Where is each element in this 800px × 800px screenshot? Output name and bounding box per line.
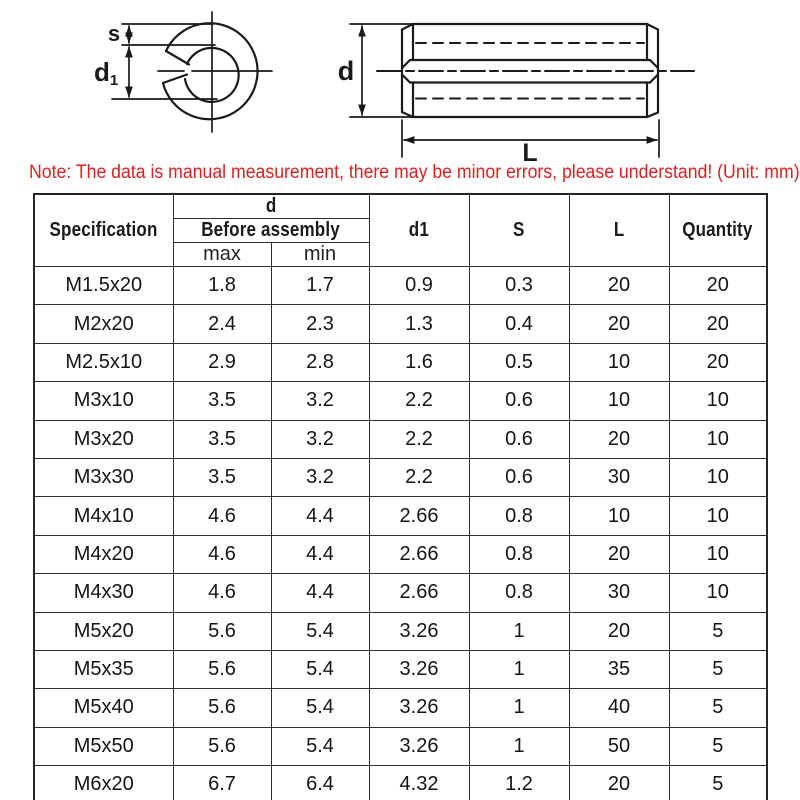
l-cell: 50 [569, 727, 669, 765]
l-cell: 10 [569, 343, 669, 381]
spec-cell: M5x35 [34, 650, 173, 688]
quantity-cell: 5 [669, 650, 767, 688]
d-max-cell: 5.6 [173, 650, 271, 688]
d1-cell: 2.66 [369, 497, 469, 535]
quantity-cell: 10 [669, 574, 767, 612]
d1-cell: 3.26 [369, 650, 469, 688]
spec-cell: M3x10 [34, 382, 173, 420]
table-header [34, 194, 767, 267]
s-dimension-label: s [107, 21, 121, 46]
d-max-cell: 3.5 [173, 458, 271, 496]
d-min-cell: 5.4 [271, 650, 369, 688]
d1-cell: 2.2 [369, 382, 469, 420]
d-max-cell: 5.6 [173, 689, 271, 727]
table-row [34, 382, 767, 420]
l-cell: 30 [569, 458, 669, 496]
table-row [34, 343, 767, 381]
cross-section-diagram [94, 12, 272, 132]
slot-upper-edge [166, 51, 189, 65]
d-min-cell: 3.2 [271, 420, 369, 458]
l-cell: 40 [569, 689, 669, 727]
table-row [34, 458, 767, 496]
s-cell: 0.5 [469, 343, 569, 381]
col-header-s: S [469, 194, 569, 267]
table-row [34, 420, 767, 458]
d-min-cell: 4.4 [271, 497, 369, 535]
d-max-cell: 5.6 [173, 612, 271, 650]
d1-cell: 2.66 [369, 574, 469, 612]
spec-cell: M5x40 [34, 689, 173, 727]
s-cell: 1 [469, 689, 569, 727]
quantity-cell: 10 [669, 458, 767, 496]
spec-table-body [34, 267, 767, 800]
d-min-cell: 2.8 [271, 343, 369, 381]
s-cell: 0.6 [469, 420, 569, 458]
slot-lower-edge [163, 75, 187, 84]
d1-cell: 0.9 [369, 267, 469, 305]
l-cell: 20 [569, 535, 669, 573]
l-cell: 30 [569, 574, 669, 612]
col-header-l: L [569, 194, 669, 267]
quantity-cell: 10 [669, 535, 767, 573]
l-cell: 10 [569, 382, 669, 420]
d1-cell: 1.3 [369, 305, 469, 343]
d-max-cell: 5.6 [173, 727, 271, 765]
d1-dimension-label: d1 [94, 57, 119, 89]
quantity-cell: 10 [669, 497, 767, 535]
quantity-cell: 10 [669, 382, 767, 420]
quantity-cell: 5 [669, 727, 767, 765]
col-header-max: max [173, 243, 271, 267]
technical-drawing [0, 0, 800, 168]
s-cell: 0.8 [469, 574, 569, 612]
table-row [34, 650, 767, 688]
col-header-d-group: d [173, 194, 369, 219]
quantity-cell: 10 [669, 420, 767, 458]
d1-cell: 1.6 [369, 343, 469, 381]
spec-cell: M3x20 [34, 420, 173, 458]
s-cell: 0.8 [469, 497, 569, 535]
d-max-cell: 4.6 [173, 574, 271, 612]
side-view-diagram [338, 24, 694, 167]
table-row [34, 535, 767, 573]
l-cell: 20 [569, 420, 669, 458]
d-min-cell: 1.7 [271, 267, 369, 305]
col-header-before-assembly: Before assembly [173, 219, 369, 243]
spec-cell: M2x20 [34, 305, 173, 343]
s-cell: 1 [469, 612, 569, 650]
s-extension-lines [122, 24, 215, 45]
col-header-d1: d1 [369, 194, 469, 267]
d-max-cell: 4.6 [173, 535, 271, 573]
d1-cell: 2.66 [369, 535, 469, 573]
quantity-cell: 5 [669, 689, 767, 727]
d1-cell: 2.2 [369, 458, 469, 496]
d-min-cell: 4.4 [271, 574, 369, 612]
d-min-cell: 5.4 [271, 612, 369, 650]
l-cell: 10 [569, 497, 669, 535]
d-min-cell: 5.4 [271, 689, 369, 727]
d-max-cell: 2.9 [173, 343, 271, 381]
spec-cell: M2.5x10 [34, 343, 173, 381]
s-cell: 0.4 [469, 305, 569, 343]
s-cell: 0.8 [469, 535, 569, 573]
d-max-cell: 1.8 [173, 267, 271, 305]
col-header-quantity: Quantity [669, 194, 767, 267]
d-max-cell: 3.5 [173, 382, 271, 420]
table-row [34, 766, 767, 800]
table-row [34, 497, 767, 535]
d-max-cell: 2.4 [173, 305, 271, 343]
quantity-cell: 20 [669, 343, 767, 381]
d-max-cell: 3.5 [173, 420, 271, 458]
d1-cell: 2.2 [369, 420, 469, 458]
table-row [34, 689, 767, 727]
s-cell: 1 [469, 727, 569, 765]
table-row [34, 267, 767, 305]
quantity-cell: 20 [669, 267, 767, 305]
d-min-cell: 6.4 [271, 766, 369, 800]
col-header-specification: Specification [34, 194, 173, 267]
s-cell: 1.2 [469, 766, 569, 800]
d-dimension-label: d [337, 56, 355, 86]
spec-cell: M3x30 [34, 458, 173, 496]
d1-cell: 3.26 [369, 727, 469, 765]
quantity-cell: 20 [669, 305, 767, 343]
l-dimension-label: L [522, 139, 538, 167]
l-cell: 20 [569, 766, 669, 800]
slot-edges [410, 60, 650, 83]
s-cell: 0.3 [469, 267, 569, 305]
table-row [34, 305, 767, 343]
d-max-cell: 6.7 [173, 766, 271, 800]
table-row [34, 727, 767, 765]
l-cell: 20 [569, 305, 669, 343]
quantity-cell: 5 [669, 612, 767, 650]
spec-cell: M5x50 [34, 727, 173, 765]
quantity-cell: 5 [669, 766, 767, 800]
table-row [34, 574, 767, 612]
d-min-cell: 4.4 [271, 535, 369, 573]
l-cell: 20 [569, 612, 669, 650]
d-max-cell: 4.6 [173, 497, 271, 535]
d-min-cell: 5.4 [271, 727, 369, 765]
s-cell: 0.6 [469, 458, 569, 496]
spec-cell: M6x20 [34, 766, 173, 800]
d1-cell: 4.32 [369, 766, 469, 800]
s-cell: 1 [469, 650, 569, 688]
d1-cell: 3.26 [369, 689, 469, 727]
d1-cell: 3.26 [369, 612, 469, 650]
specification-table [33, 193, 768, 800]
spec-cell: M4x20 [34, 535, 173, 573]
spec-cell: M1.5x20 [34, 267, 173, 305]
d-min-cell: 2.3 [271, 305, 369, 343]
spec-cell: M4x30 [34, 574, 173, 612]
spec-cell: M4x10 [34, 497, 173, 535]
col-header-min: min [271, 243, 369, 267]
d-min-cell: 3.2 [271, 458, 369, 496]
l-cell: 20 [569, 267, 669, 305]
s-cell: 0.6 [469, 382, 569, 420]
measurement-note: Note: The data is manual measurement, there may be minor errors, please understand! (Unit: mm) [29, 162, 800, 183]
table-row [34, 612, 767, 650]
l-cell: 35 [569, 650, 669, 688]
d-min-cell: 3.2 [271, 382, 369, 420]
spec-cell: M5x20 [34, 612, 173, 650]
